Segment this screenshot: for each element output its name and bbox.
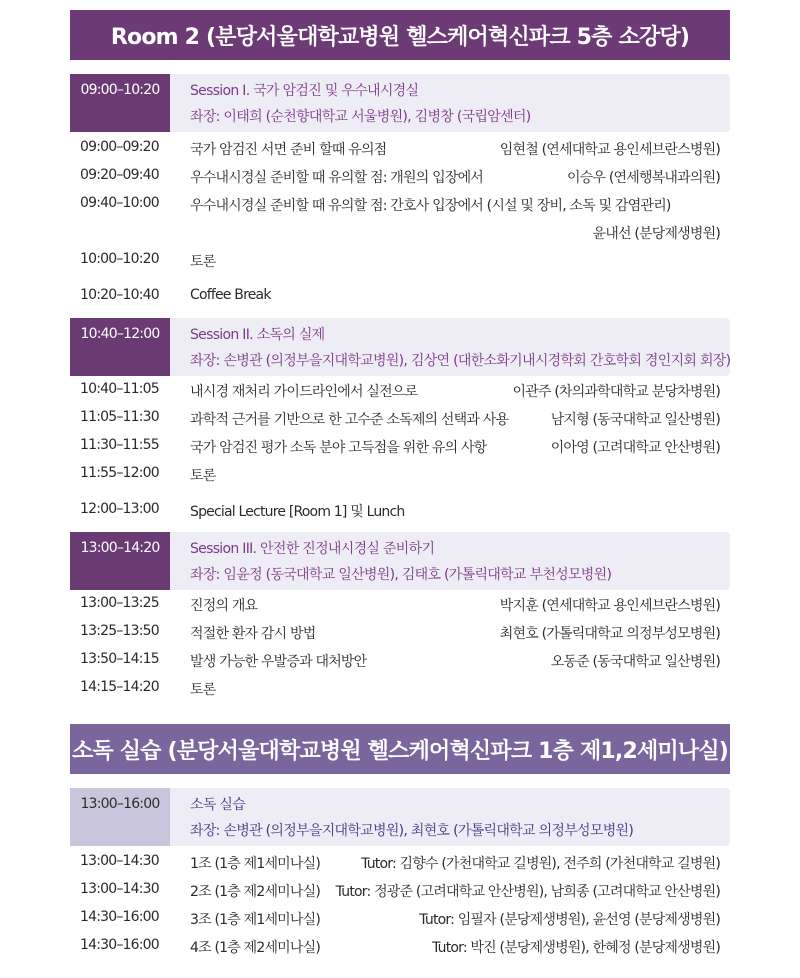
row-time: 11:55–12:00 — [80, 465, 159, 481]
practice-row — [80, 906, 720, 930]
row-title: 토론 — [190, 254, 216, 270]
row-time: 09:40–10:00 — [80, 195, 159, 211]
session-title: 소독 실습 — [190, 797, 246, 813]
row-time: 09:20–09:40 — [80, 167, 159, 183]
schedule-row — [80, 462, 720, 486]
practice-banner — [70, 788, 730, 846]
row-time: 14:30–16:00 — [80, 937, 159, 953]
session-title: Session II. 소독의 실제 — [190, 327, 325, 343]
row-speaker: 이아영 (고려대학교 안산병원) — [550, 440, 720, 456]
row-title: 우수내시경실 준비할 때 유의할 점: 개원의 입장에서 — [190, 170, 484, 186]
room2-header: Room 2 (분당서울대학교병원 헬스케어혁신파크 5층 소강당) — [70, 10, 730, 60]
row-speaker: 남지형 (동국대학교 일산병원) — [550, 412, 720, 428]
row-speaker: 박지훈 (연세대학교 용인세브란스병원) — [499, 598, 720, 614]
session-title: Session I. 국가 암검진 및 우수내시경실 — [190, 83, 419, 99]
schedule-row — [80, 620, 720, 644]
row-tutor: Tutor: 정광준 (고려대학교 안산병원), 남희종 (고려대학교 안산병원) — [335, 884, 720, 900]
row-tutor: Tutor: 김향수 (가천대학교 길병원), 전주희 (가천대학교 길병원) — [361, 856, 720, 872]
row-group: 4조 (1층 제2세미나실) — [190, 940, 321, 956]
schedule-row — [80, 136, 720, 160]
row-group: 3조 (1층 제1세미나실) — [190, 912, 321, 928]
row-speaker: 이관주 (차의과학대학교 분당차병원) — [512, 384, 720, 400]
row-speaker: 오동준 (동국대학교 일산병원) — [550, 654, 720, 670]
session-3-banner — [70, 532, 730, 590]
row-title: 진정의 개요 — [190, 598, 258, 614]
row-title: 우수내시경실 준비할 때 유의할 점: 간호사 입장에서 (시설 및 장비, 소독 및 감염관리) — [190, 198, 671, 214]
row-title: 내시경 재처리 가이드라인에서 실전으로 — [190, 384, 418, 400]
row-time: 13:00–13:25 — [80, 595, 159, 611]
session-title: Session III. 안전한 진정내시경실 준비하기 — [190, 541, 435, 557]
session-chair: 좌장: 손병관 (의정부을지대학교병원), 김상연 (대한소화기내시경학회 간호학회 경인지회 회장) — [190, 353, 731, 369]
row-title: 국가 암검진 서면 준비 할때 유의점 — [190, 142, 387, 158]
schedule-row — [80, 164, 720, 188]
row-time: 13:00–14:30 — [80, 881, 159, 897]
row-title: 토론 — [190, 682, 216, 698]
row-title: 발생 가능한 우발증과 대처방안 — [190, 654, 367, 670]
row-group: 2조 (1층 제2세미나실) — [190, 884, 321, 900]
schedule-row — [80, 648, 720, 672]
row-title: Coffee Break — [190, 287, 271, 303]
row-time: 11:30–11:55 — [80, 437, 159, 453]
session-time: 09:00–10:20 — [70, 74, 170, 132]
row-tutor: Tutor: 박진 (분당제생병원), 한혜정 (분당제생병원) — [432, 940, 720, 956]
row-time: 13:00–14:30 — [80, 853, 159, 869]
schedule-row — [80, 434, 720, 458]
schedule-row-continued — [80, 220, 720, 244]
schedule-row — [80, 676, 720, 700]
row-speaker: 윤내선 (분당제생병원) — [592, 226, 720, 242]
row-time: 12:00–13:00 — [80, 501, 159, 517]
row-group: 1조 (1층 제1세미나실) — [190, 856, 321, 872]
session-time: 13:00–14:20 — [70, 532, 170, 590]
row-tutor: Tutor: 임필자 (분당제생병원), 윤선영 (분당제생병원) — [419, 912, 720, 928]
row-time: 13:25–13:50 — [80, 623, 159, 639]
row-time: 10:40–11:05 — [80, 381, 159, 397]
session-1-banner — [70, 74, 730, 132]
session-chair: 좌장: 손병관 (의정부을지대학교병원), 최현호 (가톨릭대학교 의정부성모병원) — [190, 823, 634, 839]
schedule-row — [80, 592, 720, 616]
schedule-row — [80, 406, 720, 430]
row-time: 09:00–09:20 — [80, 139, 159, 155]
schedule-row — [80, 378, 720, 402]
row-time: 14:15–14:20 — [80, 679, 159, 695]
row-time: 11:05–11:30 — [80, 409, 159, 425]
row-speaker: 임현철 (연세대학교 용인세브란스병원) — [499, 142, 720, 158]
schedule-row — [80, 192, 720, 216]
row-title: Special Lecture [Room 1] 및 Lunch — [190, 504, 405, 520]
schedule-row — [80, 248, 720, 272]
row-title: 토론 — [190, 468, 216, 484]
session-2-banner — [70, 318, 730, 376]
session-time: 10:40–12:00 — [70, 318, 170, 376]
row-time: 10:00–10:20 — [80, 251, 159, 267]
row-time: 13:50–14:15 — [80, 651, 159, 667]
break-row — [80, 284, 720, 308]
practice-row — [80, 878, 720, 902]
row-title: 국가 암검진 평가 소독 분야 고득점을 위한 유의 사항 — [190, 440, 487, 456]
row-speaker: 최현호 (가톨릭대학교 의정부성모병원) — [499, 626, 720, 642]
row-speaker: 이승우 (연세행복내과의원) — [567, 170, 720, 186]
practice-header: 소독 실습 (분당서울대학교병원 헬스케어혁신파크 1층 제1,2세미나실) — [70, 724, 730, 774]
practice-row — [80, 934, 720, 958]
row-title: 과학적 근거를 기반으로 한 고수준 소독제의 선택과 사용 — [190, 412, 509, 428]
session-time: 13:00–16:00 — [70, 788, 170, 846]
session-chair: 좌장: 이태희 (순천향대학교 서울병원), 김병창 (국립암센터) — [190, 109, 531, 125]
row-title: 적절한 환자 감시 방법 — [190, 626, 316, 642]
row-time: 10:20–10:40 — [80, 287, 159, 303]
break-row — [80, 498, 720, 522]
session-chair: 좌장: 임윤정 (동국대학교 일산병원), 김태호 (가톨릭대학교 부천성모병원) — [190, 567, 612, 583]
practice-row — [80, 850, 720, 874]
row-time: 14:30–16:00 — [80, 909, 159, 925]
